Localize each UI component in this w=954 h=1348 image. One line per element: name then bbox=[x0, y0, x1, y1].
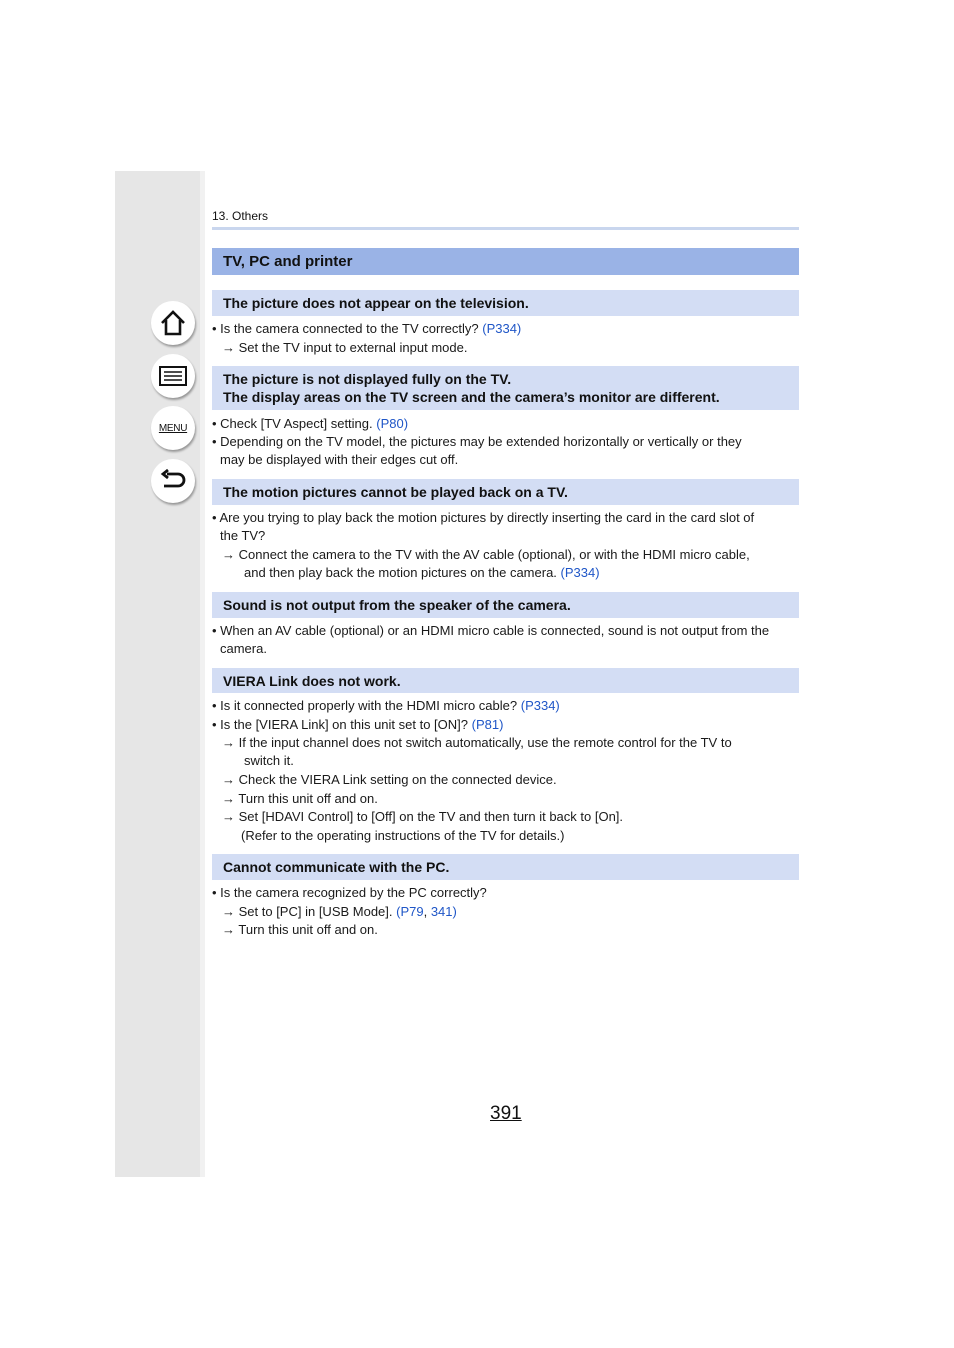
bullet-line: • Is it connected properly with the HDMI micro cable? (P334) bbox=[212, 698, 560, 713]
continuation-line: switch it. bbox=[244, 753, 294, 768]
header-rule bbox=[212, 227, 799, 230]
arrow-line: → Connect the camera to the TV with the AV cable (optional), or with the HDMI micro cable, bbox=[222, 547, 750, 562]
home-icon bbox=[159, 309, 187, 337]
continuation-line: and then play back the motion pictures on the camera. (P334) bbox=[244, 565, 600, 580]
page-link[interactable]: (P334) bbox=[520, 698, 560, 713]
page-link[interactable]: (P80) bbox=[376, 416, 409, 431]
subsection-title-pc: Cannot communicate with the PC. bbox=[212, 854, 799, 880]
bullet-line: • When an AV cable (optional) or an HDMI micro cable is connected, sound is not output from the bbox=[212, 623, 770, 638]
subsection-title-line1: The picture is not displayed fully on the TV. bbox=[223, 371, 512, 387]
page-number: 391 bbox=[490, 1103, 522, 1124]
continuation-line: may be displayed with their edges cut off. bbox=[220, 452, 459, 467]
bullet-line: • Depending on the TV model, the pictures may be extended horizontally or vertically or they bbox=[212, 434, 742, 449]
subsection-title-sound: Sound is not output from the speaker of the camera. bbox=[212, 592, 799, 618]
continuation-line: (Refer to the operating instructions of the TV for details.) bbox=[241, 828, 565, 843]
bullet-line: • Is the [VIERA Link] on this unit set to [ON]? (P81) bbox=[212, 717, 504, 732]
arrow-line: → Set [HDAVI Control] to [Off] on the TV and then turn it back to [On]. bbox=[222, 809, 624, 824]
contents-button[interactable] bbox=[151, 354, 195, 398]
subsection-title-viera-link: VIERA Link does not work. bbox=[212, 668, 799, 693]
back-button[interactable] bbox=[151, 459, 195, 503]
arrow-line: → Turn this unit off and on. bbox=[222, 922, 378, 937]
page-link[interactable]: 341) bbox=[430, 904, 457, 919]
menu-button[interactable] bbox=[151, 406, 195, 450]
arrow-line: → Check the VIERA Link setting on the connected device. bbox=[222, 772, 557, 787]
subsection-title-tv-no-picture: The picture does not appear on the television. bbox=[212, 290, 799, 316]
arrow-line: → Set the TV input to external input mode. bbox=[222, 340, 468, 355]
continuation-line: the TV? bbox=[220, 528, 266, 543]
bullet-line: • Are you trying to play back the motion pictures by directly inserting the card in the card slot of bbox=[212, 510, 755, 525]
arrow-line: → Set to [PC] in [USB Mode]. (P79, 341) bbox=[222, 904, 457, 919]
continuation-line: camera. bbox=[220, 641, 267, 656]
list-icon bbox=[158, 364, 188, 388]
breadcrumb: 13. Others bbox=[212, 209, 269, 223]
section-title: TV, PC and printer bbox=[212, 248, 799, 275]
page-link[interactable]: (P81) bbox=[471, 717, 504, 732]
bullet-line: • Check [TV Aspect] setting. (P80) bbox=[212, 416, 409, 431]
subsection-title-motion-pictures: The motion pictures cannot be played back on a TV. bbox=[212, 479, 799, 505]
subsection-title-line2: The display areas on the TV screen and the camera’s monitor are different. bbox=[223, 389, 720, 405]
home-button[interactable] bbox=[151, 301, 195, 345]
sidebar-edge bbox=[200, 171, 205, 1177]
subsection-title-tv-display-area bbox=[212, 366, 799, 410]
page-link[interactable]: (P334) bbox=[560, 565, 600, 580]
arrow-line: → If the input channel does not switch automatically, use the remote control for the TV to bbox=[222, 735, 732, 750]
back-arrow-icon bbox=[159, 467, 187, 495]
menu-label: MENU bbox=[158, 422, 188, 434]
arrow-line: → Turn this unit off and on. bbox=[222, 791, 378, 806]
page-link[interactable]: (P334) bbox=[482, 321, 522, 336]
bullet-line: • Is the camera connected to the TV correctly? (P334) bbox=[212, 321, 522, 336]
page-link[interactable]: (P79 bbox=[396, 904, 424, 919]
bullet-line: • Is the camera recognized by the PC correctly? bbox=[212, 885, 487, 900]
